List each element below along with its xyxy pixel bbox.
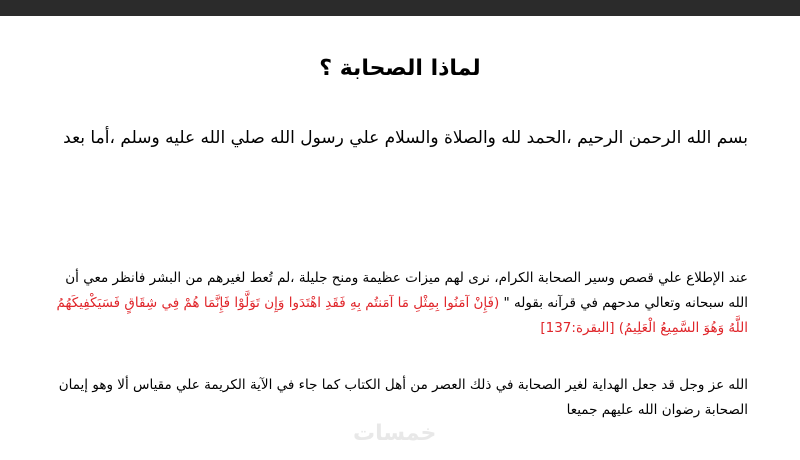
watermark-logo: خمسات	[353, 421, 437, 446]
paragraph-2	[48, 266, 748, 341]
paragraph-3: الله عز وجل قد جعل الهداية لغير الصحابة في ذلك العصر من أهل الكتاب كما جاء في الآية الكريمة علي مقياس ألا وهو إيمان الصحابة رضوان الله عليهم جميعا	[58, 377, 748, 418]
quran-verse: (فَإِنْ آمَنُوا بِمِثْلِ مَا آمَنتُم بِهِ فَقَدِ اهْتَدَوا وَإِن تَوَلَّوْا فَإِنَّمَا هُمْ فِي شِقَاقٍ فَسَيَكْفِيكَهُمُ اللَّهُ وَهُوَ السَّمِيعُ الْعَلِيمُ) [البقرة:137]	[56, 295, 748, 336]
page-title: لماذا الصحابة ؟	[319, 56, 481, 81]
document-page	[0, 16, 800, 460]
top-bar	[0, 0, 800, 16]
intro-paragraph: بسم الله الرحمن الرحيم ،الحمد لله والصلاة والسلام علي رسول الله صلي الله عليه وسلم ،أما بعد	[63, 128, 748, 148]
paragraph-2-text: عند الإطلاع علي قصص وسير الصحابة الكرام، نرى لهم ميزات عظيمة ومنح جليلة ،لم تُعط لغيرهم من البشر فانظر معي أن الله سبحانه وتعالي مدحهم في قرآنه بقوله "	[65, 270, 748, 311]
